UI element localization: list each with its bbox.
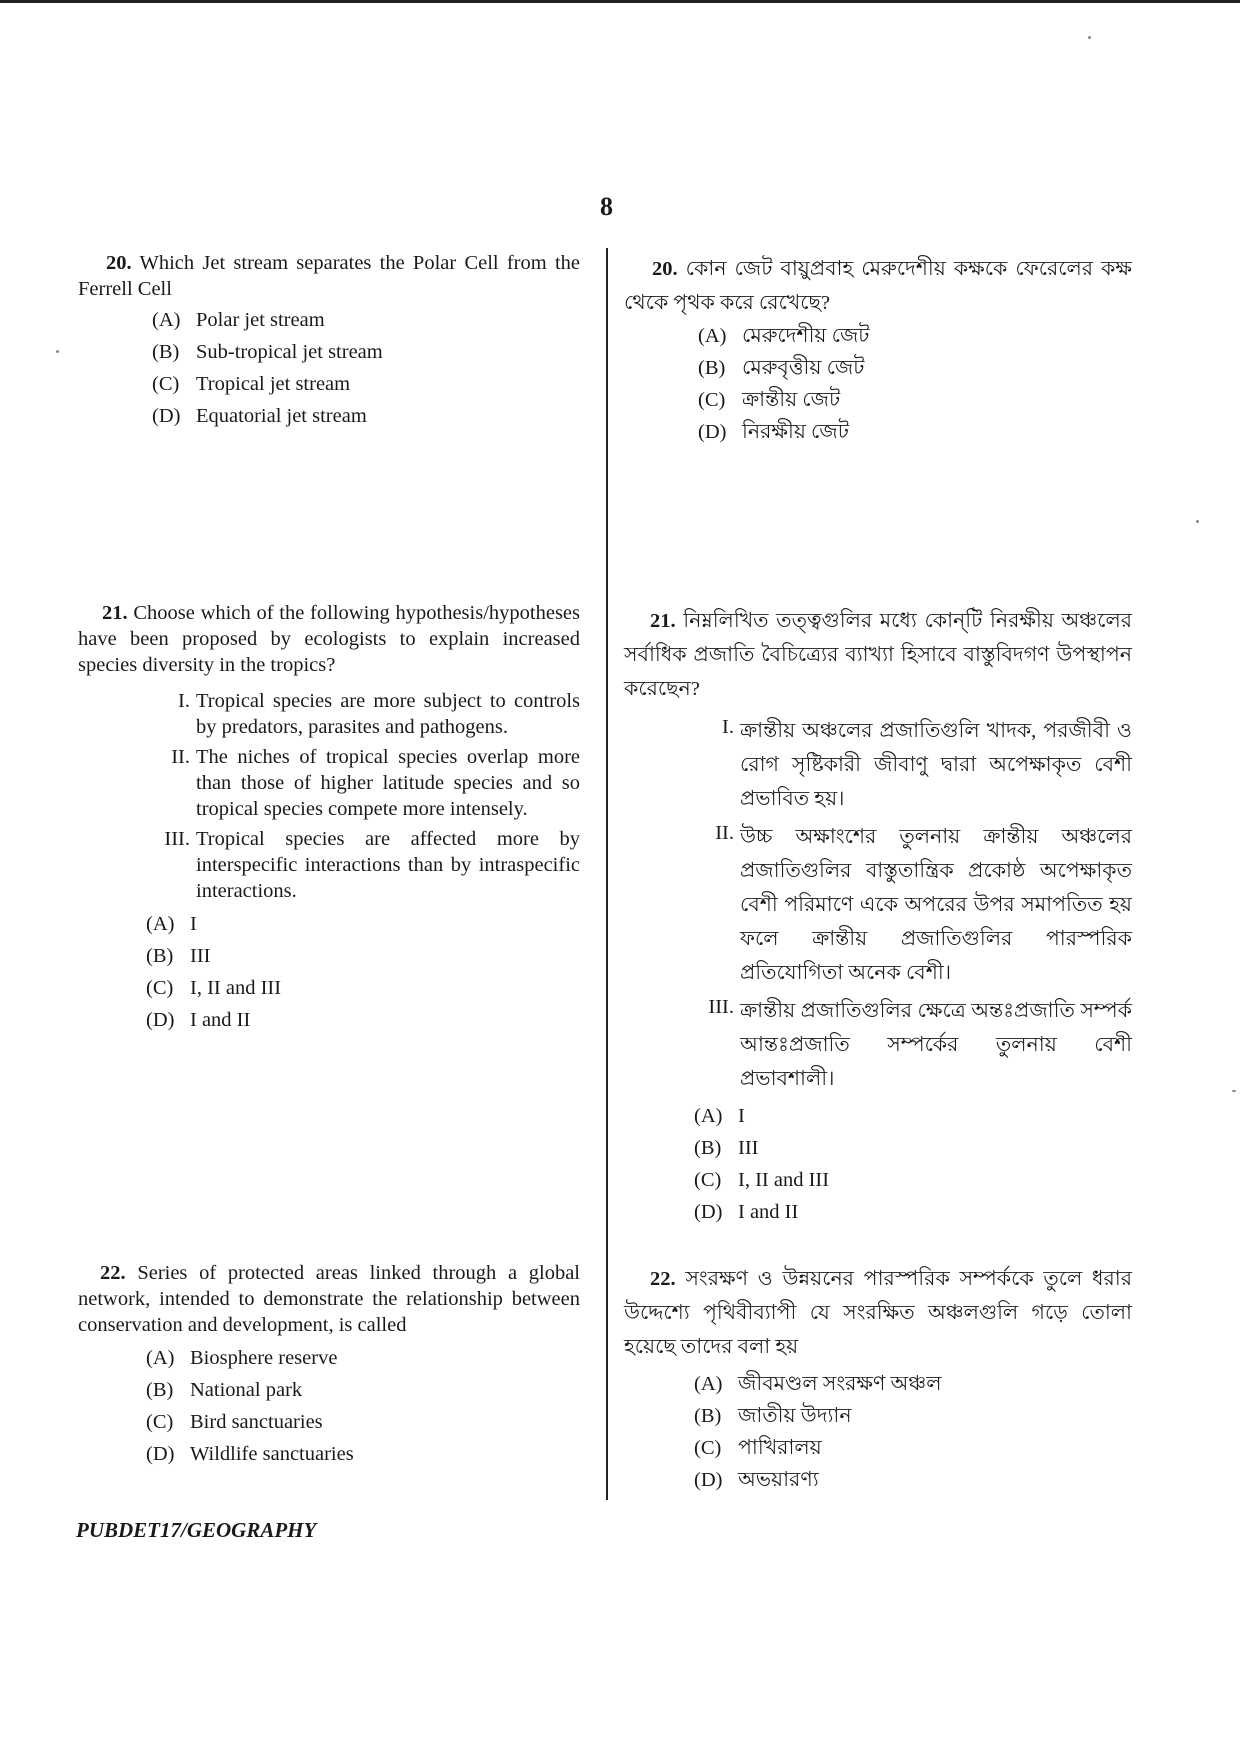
- question-number: 21.: [102, 602, 128, 624]
- option-b: (B) National park: [146, 1379, 303, 1401]
- option-c: (C) Tropical jet stream: [152, 373, 351, 395]
- option-c: (C) ক্রান্তীয় জেট: [698, 389, 841, 411]
- option-a: (A) Polar jet stream: [152, 309, 325, 331]
- option-d: (D) I and II: [146, 1009, 251, 1031]
- question-20-english: [78, 250, 580, 432]
- statement-i: I. Tropical species are more subject to controls by predators, parasites and pathogens.: [178, 690, 580, 738]
- question-body: Which Jet stream separates the Polar Cell from the Ferrell Cell: [78, 252, 580, 300]
- question-text: [78, 600, 580, 678]
- option-a: (A) I: [694, 1105, 745, 1127]
- question-number: 22.: [650, 1268, 676, 1290]
- question-body: Series of protected areas linked through a global network, intended to demonstrate the relationship between conservation and development, is called: [78, 1262, 580, 1336]
- question-22-bengali: [624, 1262, 1132, 1496]
- options-list: [698, 320, 1132, 448]
- question-22-english: [78, 1260, 580, 1470]
- question-number: 21.: [650, 610, 676, 632]
- option-a: (A) মেরুদেশীয় জেট: [698, 325, 870, 347]
- question-21-english: [78, 600, 580, 1036]
- options-list: [146, 908, 580, 1036]
- question-text: [78, 1260, 580, 1338]
- statement-iii: III. Tropical species are affected more by interspecific interactions than by intraspecific interactions.: [164, 828, 580, 902]
- statements-list: [150, 688, 580, 904]
- scan-speck: [56, 350, 59, 353]
- question-text: [78, 250, 580, 302]
- page-footer: PUBDET17/GEOGRAPHY: [76, 1518, 317, 1542]
- page-number: 8: [600, 192, 613, 221]
- question-body: সংরক্ষণ ও উন্নয়নের পারস্পরিক সম্পর্ককে তুলে ধরার উদ্দেশ্যে পৃথিবীব্যাপী যে সংরক্ষিত অঞ্চলগুলি গড়ে তোলা হয়েছে তাদের বলা হয়: [624, 1268, 1132, 1358]
- option-a: (A) I: [146, 913, 197, 935]
- question-body: কোন জেট বায়ুপ্রবাহ মেরুদেশীয় কক্ষকে ফেরেলের কক্ষ থেকে পৃথক করে রেখেছে?: [624, 258, 1132, 314]
- question-number: 20.: [106, 252, 132, 274]
- statement-ii: II. উচ্চ অক্ষাংশের তুলনায় ক্রান্তীয় অঞ্চলের প্রজাতিগুলির বাস্তুতান্ত্রিক প্রকোষ্ঠ অপেক্ষাকৃত বেশী পরিমাণে একে অপরের উপর সমাপতিত হয় ফলে ক্রান্তীয় প্রজাতিগুলির পারস্পরিক প্রতিযোগিতা অনেক বেশী।: [715, 822, 1132, 984]
- option-b: (B) III: [146, 945, 211, 967]
- option-d: (D) Equatorial jet stream: [152, 405, 367, 427]
- scan-speck: [1196, 520, 1199, 523]
- question-21-bengali: [624, 604, 1132, 1228]
- question-body: Choose which of the following hypothesis/hypotheses have been proposed by ecologists to explain increased species diversity in the tropics?: [78, 602, 581, 676]
- options-list: [146, 1342, 580, 1470]
- option-b: (B) জাতীয় উদ্যান: [694, 1405, 852, 1427]
- statement-i: I. ক্রান্তীয় অঞ্চলের প্রজাতিগুলি খাদক, পরজীবী ও রোগ সৃষ্টিকারী জীবাণু দ্বারা অপেক্ষাকৃত বেশী প্রভাবিত হয়।: [722, 716, 1132, 810]
- question-number: 22.: [100, 1262, 126, 1284]
- option-c: (C) Bird sanctuaries: [146, 1411, 323, 1433]
- option-a: (A) Biosphere reserve: [146, 1347, 338, 1369]
- option-d: (D) অভয়ারণ্য: [694, 1469, 819, 1491]
- column-divider: [606, 248, 608, 1500]
- option-b: (B) মেরুবৃত্তীয় জেট: [698, 357, 865, 379]
- scan-speck: [1088, 36, 1091, 39]
- question-20-bengali: [624, 252, 1132, 448]
- option-c: (C) পাখিরালয়: [694, 1437, 822, 1459]
- option-b: (B) Sub-tropical jet stream: [152, 341, 383, 363]
- statement-iii: III. ক্রান্তীয় প্রজাতিগুলির ক্ষেত্রে অন্তঃপ্রজাতি সম্পর্ক আন্তঃপ্রজাতি সম্পর্কের তুলনায় বেশী প্রভাবশালী।: [708, 996, 1132, 1090]
- option-c: (C) I, II and III: [146, 977, 282, 999]
- question-text: [624, 604, 1132, 706]
- option-d: (D) নিরক্ষীয় জেট: [698, 421, 849, 443]
- question-number: 20.: [652, 258, 678, 280]
- question-body: নিম্নলিখিত তত্ত্বগুলির মধ্যে কোন্‌টি নিরক্ষীয় অঞ্চলের সর্বাধিক প্রজাতি বৈচিত্র্যের ব্যাখ্যা হিসাবে বাস্তুবিদগণ উপস্থাপন করেছেন?: [624, 610, 1132, 700]
- options-list: [694, 1100, 1132, 1228]
- options-list: [152, 304, 580, 432]
- top-rule: [0, 0, 1240, 3]
- statement-ii: II. The niches of tropical species overlap more than those of higher latitude species and so tropical species compete more intensely.: [171, 746, 580, 820]
- question-text: [624, 1262, 1132, 1364]
- option-a: (A) জীবমণ্ডল সংরক্ষণ অঞ্চল: [694, 1373, 942, 1395]
- scan-speck: [1232, 1090, 1236, 1092]
- option-c: (C) I, II and III: [694, 1169, 830, 1191]
- options-list: [694, 1368, 1132, 1496]
- option-b: (B) III: [694, 1137, 759, 1159]
- question-text: [624, 252, 1132, 320]
- statements-list: [694, 714, 1132, 1096]
- option-d: (D) Wildlife sanctuaries: [146, 1443, 354, 1465]
- option-d: (D) I and II: [694, 1201, 799, 1223]
